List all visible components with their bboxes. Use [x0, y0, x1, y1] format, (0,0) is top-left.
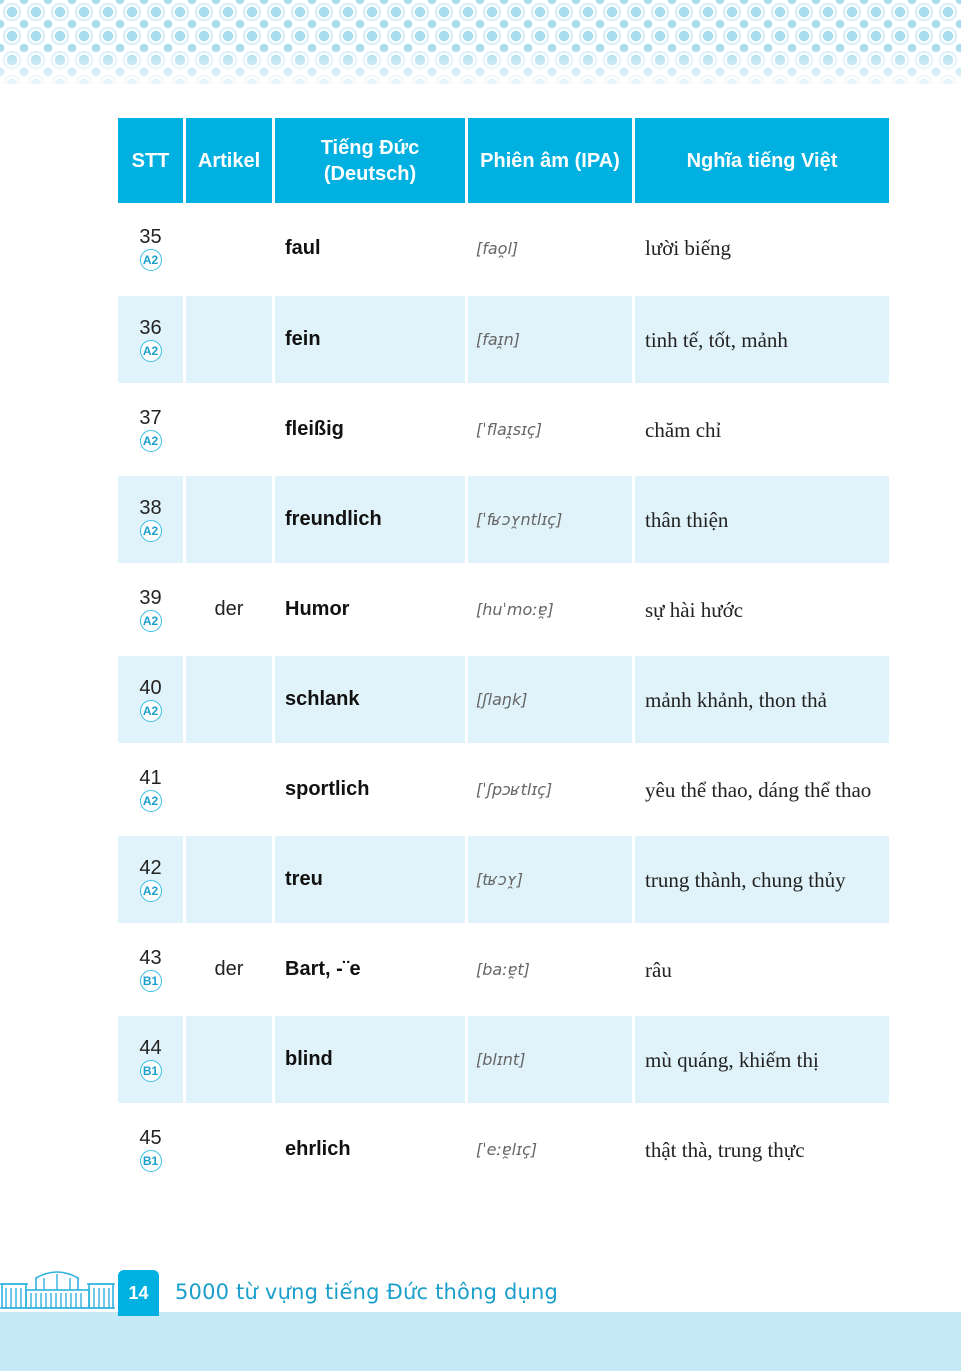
stt-cell — [118, 743, 186, 833]
header-stt: STT — [118, 118, 186, 203]
ipa-cell: [faɪ̯n] — [468, 293, 635, 383]
meaning-cell: thật thà, trung thực — [635, 1103, 889, 1193]
word-cell: treu — [275, 833, 468, 923]
stt-cell — [118, 1013, 186, 1103]
artikel-cell — [186, 473, 275, 563]
header-artikel: Artikel — [186, 118, 275, 203]
stt-cell — [118, 1103, 186, 1193]
ipa-cell: [baːɐ̯t] — [468, 923, 635, 1013]
level-badge: A2 — [140, 520, 162, 542]
row-number: 45 — [139, 1127, 162, 1149]
meaning-cell: râu — [635, 923, 889, 1013]
table-row — [118, 833, 889, 923]
level-badge: B1 — [140, 1150, 162, 1172]
word-cell: freundlich — [275, 473, 468, 563]
artikel-cell — [186, 383, 275, 473]
vocabulary-table — [118, 118, 889, 1193]
stt-cell — [118, 293, 186, 383]
ipa-cell: [ˈʃpɔʁtlɪç] — [468, 743, 635, 833]
building-icon — [0, 1268, 115, 1312]
row-number: 43 — [139, 947, 162, 969]
meaning-cell: chăm chỉ — [635, 383, 889, 473]
meaning-cell: mảnh khảnh, thon thả — [635, 653, 889, 743]
word-cell: sportlich — [275, 743, 468, 833]
meaning-cell: thân thiện — [635, 473, 889, 563]
table-row — [118, 203, 889, 293]
ipa-cell: [ˈeːɐ̯lɪç] — [468, 1103, 635, 1193]
header-word-line2: (Deutsch) — [323, 162, 417, 185]
artikel-cell — [186, 743, 275, 833]
row-number: 42 — [139, 857, 162, 879]
stt-cell — [118, 833, 186, 923]
meaning-cell: trung thành, chung thủy — [635, 833, 889, 923]
ipa-cell: [tʁɔʏ̯] — [468, 833, 635, 923]
table-row — [118, 473, 889, 563]
row-number: 44 — [139, 1037, 162, 1059]
row-number: 37 — [139, 407, 162, 429]
stt-cell — [118, 383, 186, 473]
book-title: 5000 từ vựng tiếng Đức thông dụng — [175, 1280, 559, 1304]
artikel-cell: der — [186, 923, 275, 1013]
page-number: 14 — [118, 1270, 159, 1316]
row-number: 35 — [139, 225, 162, 248]
table-row — [118, 563, 889, 653]
artikel-cell — [186, 833, 275, 923]
level-badge: A2 — [140, 249, 162, 271]
word-cell: fleißig — [275, 383, 468, 473]
ipa-cell: [huˈmoːɐ̯] — [468, 563, 635, 653]
level-badge: A2 — [140, 880, 162, 902]
ipa-cell: [fao̯l] — [468, 203, 635, 293]
table-row — [118, 923, 889, 1013]
ipa-cell: [ˈfʁɔʏ̯ntlɪç] — [468, 473, 635, 563]
word-cell: fein — [275, 293, 468, 383]
artikel-cell — [186, 203, 275, 293]
row-number: 38 — [139, 497, 162, 519]
row-number: 41 — [139, 767, 162, 789]
word-cell: faul — [275, 203, 468, 293]
row-number: 40 — [139, 677, 162, 699]
stt-cell — [118, 473, 186, 563]
level-badge: B1 — [140, 970, 162, 992]
header-ipa: Phiên âm (IPA) — [468, 118, 635, 203]
footer-band — [0, 1312, 961, 1371]
table-row — [118, 653, 889, 743]
word-cell: Humor — [275, 563, 468, 653]
table-row — [118, 743, 889, 833]
word-cell: Bart, -¨e — [275, 923, 468, 1013]
artikel-cell — [186, 293, 275, 383]
stt-cell — [118, 563, 186, 653]
ipa-cell: [ˈflaɪ̯sɪç] — [468, 383, 635, 473]
header-meaning: Nghĩa tiếng Việt — [635, 118, 889, 203]
word-cell: blind — [275, 1013, 468, 1103]
table-header-row — [118, 118, 889, 203]
header-word — [275, 118, 468, 203]
level-badge: A2 — [140, 610, 162, 632]
artikel-cell — [186, 1013, 275, 1103]
level-badge: B1 — [140, 1060, 162, 1082]
meaning-cell: sự hài hước — [635, 563, 889, 653]
level-badge: A2 — [140, 790, 162, 812]
meaning-cell: yêu thể thao, dáng thể thao — [635, 743, 889, 833]
word-cell: ehrlich — [275, 1103, 468, 1193]
table-row — [118, 1103, 889, 1193]
artikel-cell — [186, 653, 275, 743]
decorative-pattern-header — [0, 0, 961, 84]
stt-cell — [118, 203, 186, 293]
artikel-cell — [186, 1103, 275, 1193]
table-row — [118, 1013, 889, 1103]
table-row — [118, 293, 889, 383]
level-badge: A2 — [140, 340, 162, 362]
table-row — [118, 383, 889, 473]
row-number: 36 — [139, 317, 162, 339]
level-badge: A2 — [140, 430, 162, 452]
word-cell: schlank — [275, 653, 468, 743]
level-badge: A2 — [140, 700, 162, 722]
ipa-cell: [ʃlaŋk] — [468, 653, 635, 743]
stt-cell — [118, 923, 186, 1013]
stt-cell — [118, 653, 186, 743]
row-number: 39 — [139, 587, 162, 609]
meaning-cell: mù quáng, khiếm thị — [635, 1013, 889, 1103]
artikel-cell: der — [186, 563, 275, 653]
meaning-cell: lười biếng — [645, 236, 732, 260]
ipa-cell: [blɪnt] — [468, 1013, 635, 1103]
meaning-cell: tinh tế, tốt, mảnh — [635, 293, 889, 383]
header-word-line1: Tiếng Đức — [320, 136, 420, 159]
